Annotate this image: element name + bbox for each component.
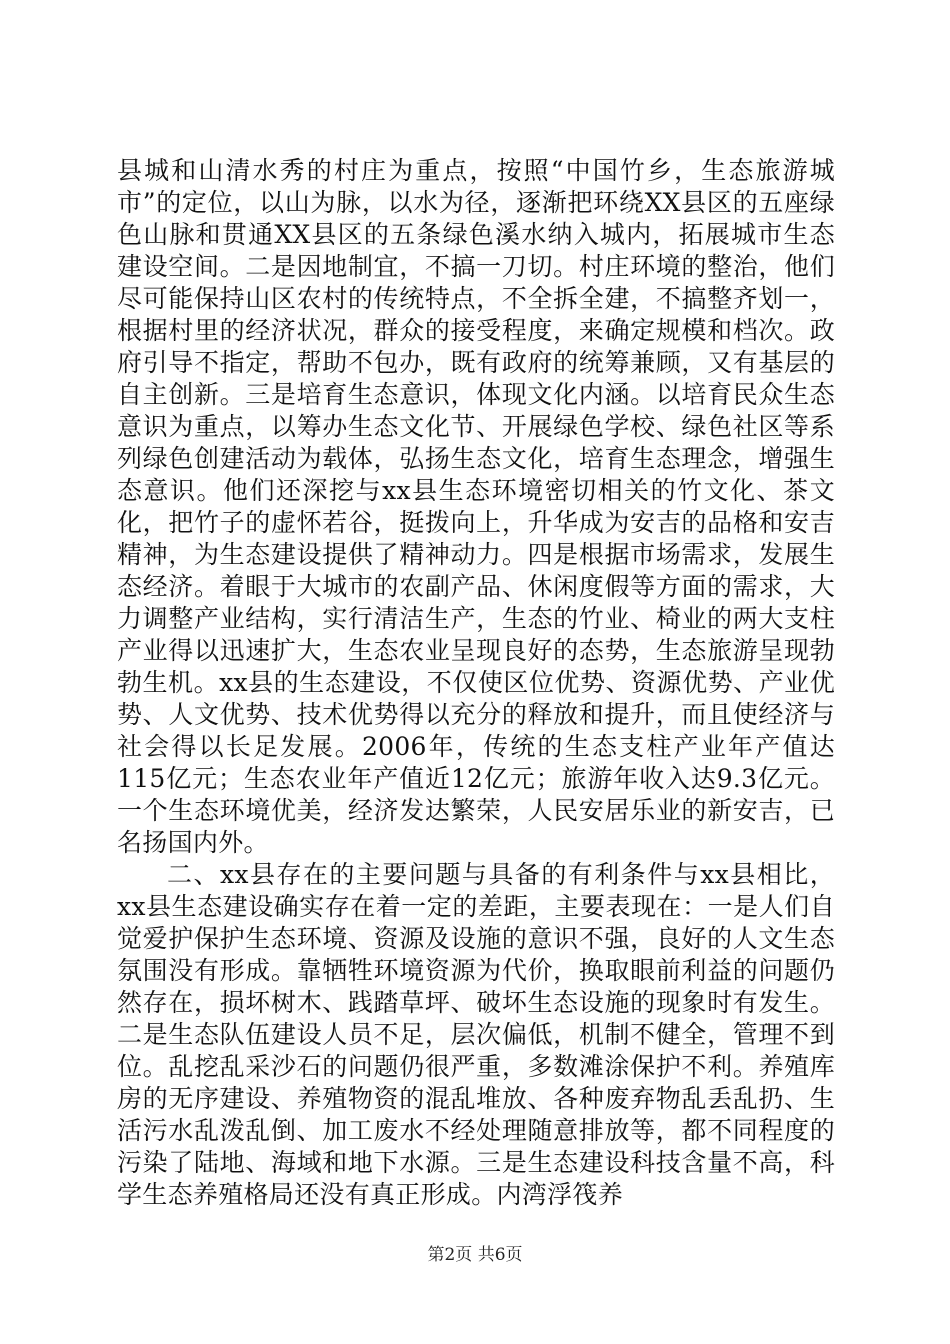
paragraph-1: 县城和山清水秀的村庄为重点，按照“中国竹乡，生态旅游城市”的定位，以山为脉，以水为径，逐渐把环绕XX县区的五座绿色山脉和贯通XX县区的五条绿色溪水纳入城内，拓展城市生态建设空间。二是因地制宜，不搞一刀切。村庄环境的整治，他们尽可能保持山区农村的传统特点，不全拆全建，不搞整齐划一，根据村里的经济状况，群众的接受程度，来确定规模和档次。政府引导不指定，帮助不包办，既有政府的统筹兼顾，又有基层的自主创新。三是培育生态意识，体现文化内涵。以培育民众生态意识为重点，以筹办生态文化节、开展绿色学校、绿色社区等系列绿色创建活动为载体，弘扬生态文化，培育生态理念，增强生态意识。他们还深挖与xx县生态环境密切相关的竹文化、茶文化，把竹子的虚怀若谷，挺拨向上，升华成为安吉的品格和安吉精神，为生态建设提供了精神动力。四是根据市场需求，发展生态经济。着眼于大城市的农副产品、休闲度假等方面的需求，大力调整产业结构，实行清洁生产，生态的竹业、椅业的两大支柱产业得以迅速扩大，生态农业呈现良好的态势，生态旅游呈现勃勃生机。xx县的生态建设，不仅使区位优势、资源优势、产业优势、人文优势、技术优势得以充分的释放和提升，而且使经济与社会得以长足发展。2006年，传统的生态支柱产业年产值达115亿元；生态农业年产值近12亿元；旅游年收入达9.3亿元。一个生态环境优美，经济发达繁荣，人民安居乐业的新安吉，已名扬国内外。 [117,156,835,857]
body-text [117,155,835,1211]
paragraph-2: 二、xx县存在的主要问题与具备的有利条件与xx县相比，xx县生态建设确实存在着一定的差距，主要表现在：一是人们自觉爱护保护生态环境、资源及设施的意识不强，良好的人文生态氛围没有形成。靠牺牲环境资源为代价，换取眼前利益的问题仍然存在，损坏树木、践踏草坪、破坏生态设施的现象时有发生。二是生态队伍建设人员不足，层次偏低，机制不健全，管理不到位。乱挖乱采沙石的问题仍很严重，多数滩涂保护不利。养殖库房的无序建设、养殖物资的混乱堆放、各种废弃物乱丢乱扔、生活污水乱泼乱倒、加工废水不经处理随意排放等，都不同程度的污染了陆地、海域和地下水源。三是生态建设科技含量不高，科学生态养殖格局还没有真正形成。内湾浮筏养 [117,860,835,1209]
page-footer: 第2页 共6页 [427,1245,523,1265]
